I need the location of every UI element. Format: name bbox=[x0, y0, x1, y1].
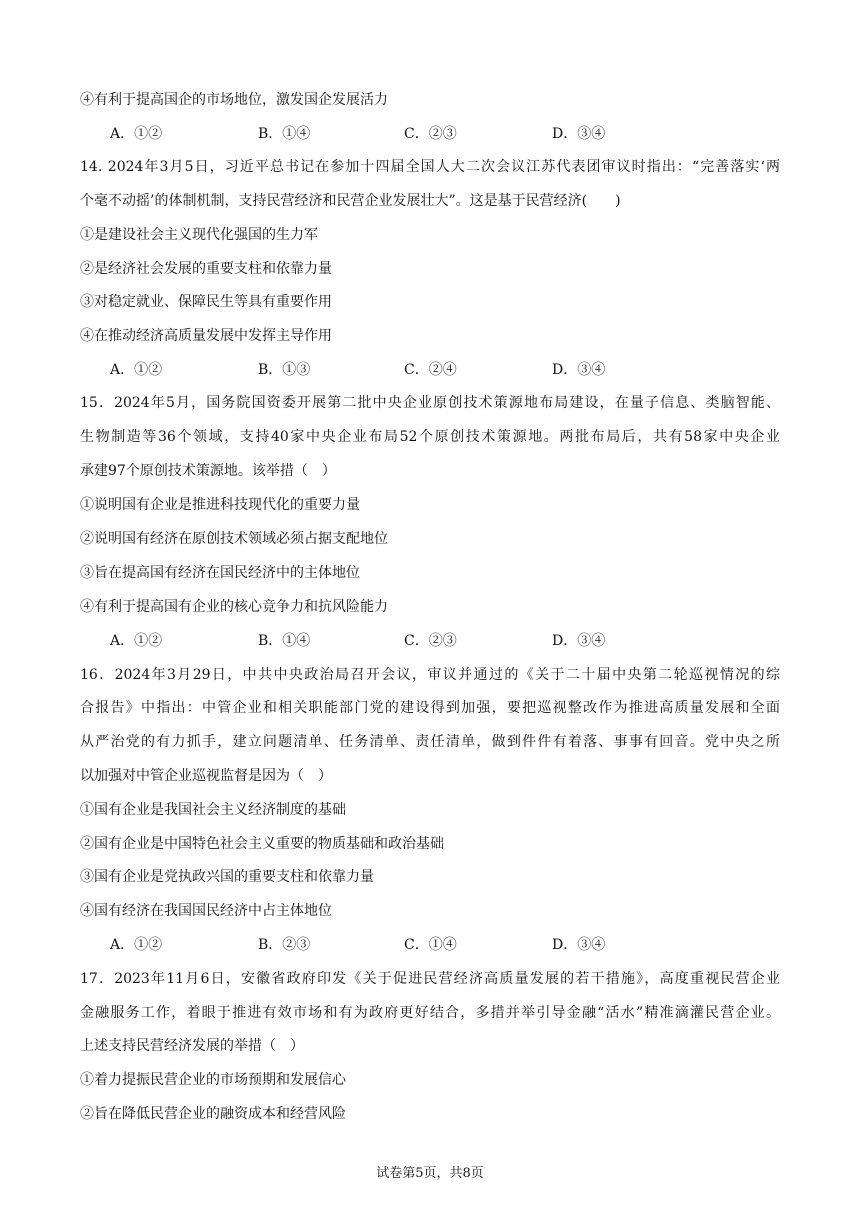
q16-item-1: ①国有企业是我国社会主义经济制度的基础 bbox=[80, 802, 346, 818]
q16-item-3: ③国有企业是党执政兴国的重要支柱和依靠力量 bbox=[80, 869, 374, 885]
q15-options bbox=[98, 631, 698, 651]
q16-option-b[interactable]: B．②③ bbox=[258, 937, 311, 953]
q13-option-c[interactable]: C．②③ bbox=[404, 126, 457, 142]
q15-option-b[interactable]: B．①④ bbox=[258, 633, 311, 649]
q16-option-d[interactable]: D．③④ bbox=[552, 937, 606, 953]
q16-item-4: ④国有经济在我国国民经济中占主体地位 bbox=[80, 903, 332, 919]
q15-option-d[interactable]: D．③④ bbox=[552, 633, 606, 649]
q14-stem-line-1: 14. 2024年3月5日，习近平总书记在参加十四届全国人大二次会议江苏代表团审议时指出：“完善落实‘两 bbox=[80, 159, 780, 175]
q14-item-3: ③对稳定就业、保障民生等具有重要作用 bbox=[80, 294, 332, 310]
q13-option-d[interactable]: D．③④ bbox=[552, 126, 606, 142]
q13-options bbox=[98, 124, 698, 144]
q16-stem-line-2: 合报告》中指出：中管企业和相关职能部门党的建设得到加强，要把巡视整改作为推进高质量发展和全面 bbox=[80, 700, 780, 716]
page-footer: 试卷第5页，共8页 bbox=[376, 1166, 484, 1181]
q14-option-c[interactable]: C．②④ bbox=[404, 362, 457, 378]
q15-stem-line-3: 承建97个原创技术策源地。该举措（ ） bbox=[80, 463, 336, 479]
q13-item-4: ④有利于提高国企的市场地位，激发国企发展活力 bbox=[80, 92, 388, 108]
q15-item-1: ①说明国有企业是推进科技现代化的重要力量 bbox=[80, 497, 360, 513]
q16-option-a[interactable]: A．①② bbox=[110, 937, 163, 953]
q16-stem-line-4: 以加强对中管企业巡视监督是因为（ ） bbox=[80, 768, 332, 784]
q16-stem-line-1: 16．2024年3月29日，中共中央政治局召开会议，审议并通过的《关于二十届中央第二轮巡视情况的综 bbox=[80, 667, 780, 683]
q15-stem-line-2: 生物制造等36个领域，支持40家中央企业布局52个原创技术策源地。两批布局后，共有58家中央企业 bbox=[80, 429, 780, 445]
q17-stem-line-3: 上述支持民营经济发展的举措（ ） bbox=[80, 1038, 304, 1054]
q14-option-b[interactable]: B．①③ bbox=[258, 362, 311, 378]
q15-option-c[interactable]: C．②③ bbox=[404, 633, 457, 649]
q15-item-2: ②说明国有经济在原创技术领域必须占据支配地位 bbox=[80, 531, 388, 547]
q14-stem-line-2: 个毫不动摇’的体制机制，支持民营经济和民营企业发展壮大”。这是基于民营经济( ) bbox=[80, 193, 621, 209]
q16-item-2: ②国有企业是中国特色社会主义重要的物质基础和政治基础 bbox=[80, 836, 444, 852]
q14-item-2: ②是经济社会发展的重要支柱和依靠力量 bbox=[80, 261, 332, 277]
q15-item-4: ④有利于提高国有企业的核心竞争力和抗风险能力 bbox=[80, 599, 388, 615]
q14-option-a[interactable]: A．①② bbox=[110, 362, 163, 378]
q14-item-4: ④在推动经济高质量发展中发挥主导作用 bbox=[80, 328, 332, 344]
q14-item-1: ①是建设社会主义现代化强国的生力军 bbox=[80, 227, 318, 243]
q16-options bbox=[98, 935, 698, 955]
q15-stem-line-1: 15．2024年5月，国务院国资委开展第二批中央企业原创技术策源地布局建设，在量子信息、类脑智能、 bbox=[80, 395, 780, 411]
q16-option-c[interactable]: C．①④ bbox=[404, 937, 457, 953]
q15-item-3: ③旨在提高国有经济在国民经济中的主体地位 bbox=[80, 565, 360, 581]
q17-item-1: ①着力提振民营企业的市场预期和发展信心 bbox=[80, 1072, 346, 1088]
q15-option-a[interactable]: A．①② bbox=[110, 633, 163, 649]
q14-option-d[interactable]: D．③④ bbox=[552, 362, 606, 378]
q14-options bbox=[98, 360, 698, 380]
q16-stem-line-3: 从严治党的有力抓手，建立问题清单、任务清单、责任清单，做到件件有着落、事事有回音。党中央之所 bbox=[80, 734, 780, 750]
q17-stem-line-2: 金融服务工作，着眼于推进有效市场和有为政府更好结合，多措并举引导金融“活水”精准滴灌民营企业。 bbox=[80, 1005, 780, 1021]
q17-item-2: ②旨在降低民营企业的融资成本和经营风险 bbox=[80, 1106, 346, 1122]
q17-stem-line-1: 17．2023年11月6日，安徽省政府印发《关于促进民营经济高质量发展的若干措施》，高度重视民营企业 bbox=[80, 971, 780, 987]
q13-option-b[interactable]: B．①④ bbox=[258, 126, 311, 142]
q13-option-a[interactable]: A．①② bbox=[110, 126, 163, 142]
